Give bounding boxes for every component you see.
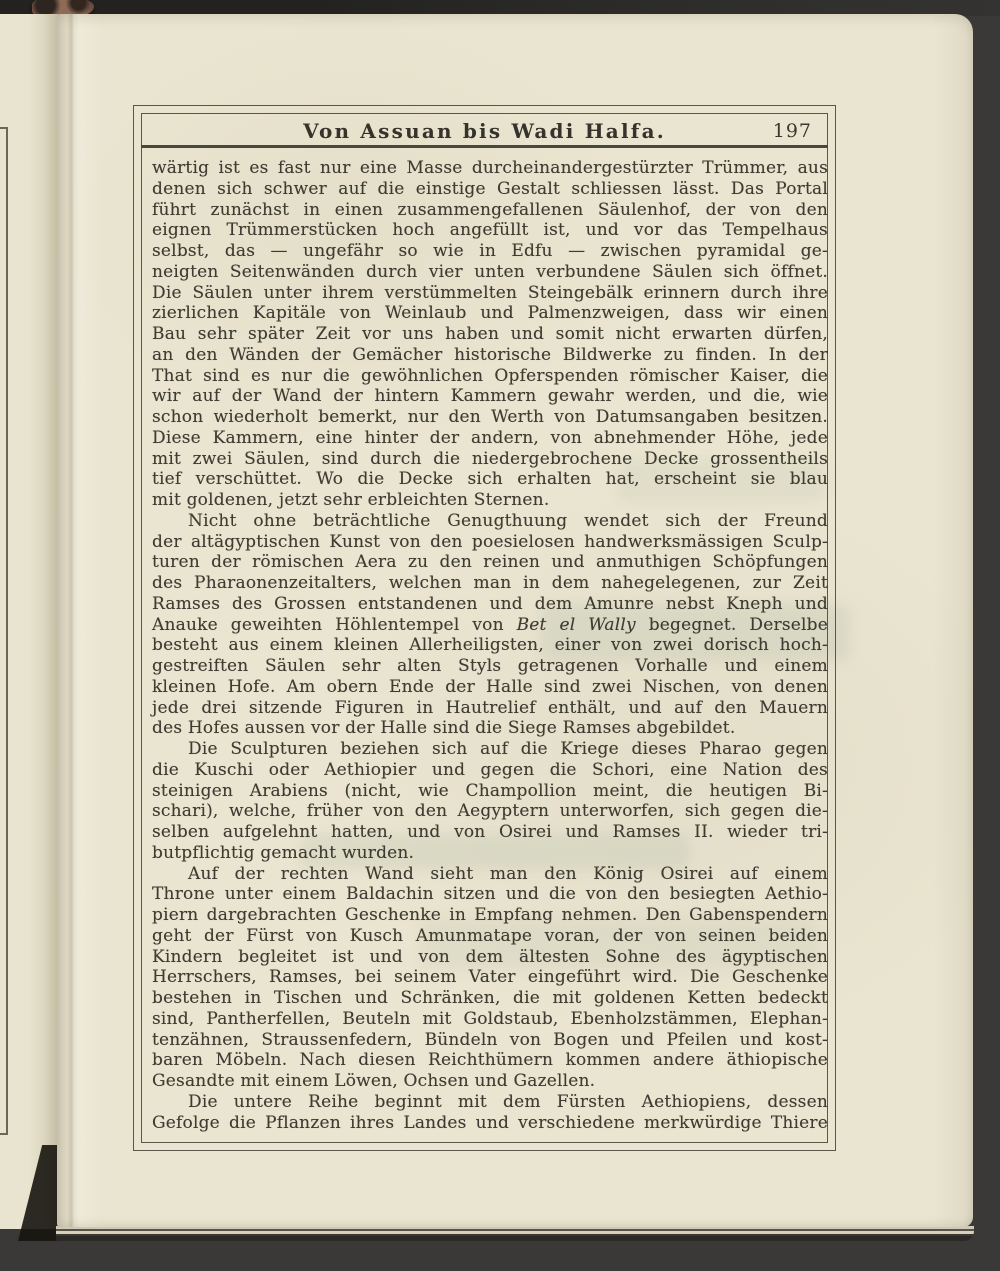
text-line: steinigen Arabiens (nicht, wie Champollion meint, die heutigen Bi-: [152, 780, 828, 801]
text-body: [152, 158, 828, 1133]
text-line: That sind es nur die gewöhnlichen Opferspenden römischer Kaiser, die: [152, 365, 828, 386]
facing-page-frame-line: [0, 127, 7, 129]
text-line: bestehen in Tischen und Schränken, die mit goldenen Ketten bedeckt: [152, 988, 828, 1008]
text-line: wir auf der Wand der hintern Kammern gewahr werden, und die, wie: [152, 386, 828, 407]
text-line: geht der Fürst von Kusch Amunmatape voran, der von seinen beiden: [152, 925, 828, 946]
text-line: Die Säulen unter ihrem verstümmelten Steingebälk erinnern durch ihre: [152, 282, 828, 303]
text-line: Throne unter einem Baldachin sitzen und die von den besiegten Aethio-: [152, 884, 828, 905]
facing-page-sliver: [0, 14, 58, 1229]
text-line: kleinen Hofe. Am obern Ende der Halle sind zwei Nischen, von denen: [152, 676, 828, 697]
text-line: Nicht ohne beträchtliche Genugthuung wendet sich der Freund: [188, 510, 828, 531]
text-line: des Hofes aussen vor der Halle sind die Siege Ramses abgebildet.: [152, 718, 736, 739]
book-page: [57, 14, 973, 1227]
text-line: Herrschers, Ramses, bei seinem Vater eingeführt wird. Die Geschenke: [152, 967, 828, 988]
text-line: selben aufgelehnt hatten, und von Osirei und Ramses II. wieder tri-: [152, 822, 828, 842]
text-line: Die untere Reihe beginnt mit dem Fürsten Aethiopiens, dessen: [188, 1091, 828, 1112]
text-line: jede drei sitzende Figuren in Hautrelief enthält, und auf den Mauern: [152, 697, 828, 718]
text-line: Die Sculpturen beziehen sich auf die Kriege dieses Pharao gegen: [188, 739, 828, 759]
text-line: sind, Pantherfellen, Beuteln mit Goldstaub, Ebenholzstämmen, Elephan-: [152, 1008, 828, 1029]
text-line: turen der römischen Aera zu den reinen und anmuthigen Schöpfungen: [152, 552, 828, 573]
text-line: tenzähnen, Straussenfedern, Bündeln von Bogen und Pfeilen und kost-: [152, 1029, 828, 1050]
facing-page-frame-line: [6, 127, 8, 1135]
text-line: selbst, das — ungefähr so wie in Edfu — zwischen pyramidal ge-: [152, 241, 828, 261]
text-line: denen sich schwer auf die einstige Gestalt schliessen lässt. Das Portal: [152, 178, 828, 199]
text-line: zierlichen Kapitäle von Weinlaub und Palmenzweigen, dass wir einen: [152, 303, 828, 324]
page-number: 197: [772, 120, 812, 142]
header-rule: [141, 145, 828, 148]
text-line: der altägyptischen Kunst von den poesielosen handwerksmässigen Sculp-: [152, 531, 828, 552]
text-line: besteht aus einem kleinen Allerheiligsten, einer von zwei dorisch hoch-: [152, 635, 828, 656]
page-stack-edges: [56, 1226, 974, 1241]
running-title: Von Assuan bis Wadi Halfa.: [303, 119, 666, 143]
text-line: schari), welche, früher von den Aegyptern unterworfen, sich gegen die-: [152, 801, 828, 822]
text-line: an den Wänden der Gemächer historische Bildwerke zu finden. In der: [152, 344, 828, 365]
text-line: Diese Kammern, eine hinter der andern, von abnehmender Höhe, jede: [152, 427, 828, 448]
text-line: Bau sehr später Zeit vor uns haben und somit nicht erwarten dürfen,: [152, 324, 828, 344]
facing-page-frame-line: [0, 1133, 7, 1135]
text-line: piern dargebrachten Geschenke in Empfang nehmen. Den Gabenspendern: [152, 905, 828, 925]
text-line: Gefolge die Pflanzen ihres Landes und verschiedene merkwürdige Thiere: [152, 1112, 828, 1133]
text-line: gestreiften Säulen sehr alten Styls getragenen Vorhalle und einem: [152, 656, 828, 676]
text-line: Gesandte mit einem Löwen, Ochsen und Gazellen.: [152, 1071, 596, 1091]
text-line: baren Möbeln. Nach diesen Reichthümern kommen andere äthiopische: [152, 1050, 828, 1071]
text-line: schon wiederholt bemerkt, nur den Werth von Datumsangaben besitzen.: [152, 407, 828, 427]
text-line: mit zwei Säulen, sind durch die niedergebrochene Decke grossentheils: [152, 448, 828, 469]
text-line: butpflichtig gemacht wurden.: [152, 842, 415, 863]
page-fold-crease: [67, 14, 75, 1227]
text-line: Anauke geweihten Höhlentempel von Bet el Wally begegnet. Derselbe: [152, 614, 828, 635]
text-line: des Pharaonenzeitalters, welchen man in dem nahegelegenen, zur Zeit: [152, 573, 828, 593]
text-line: tief verschüttet. Wo die Decke sich erhalten hat, erscheint sie blau: [152, 469, 828, 490]
text-line: Ramses des Grossen entstandenen und dem Amunre nebst Kneph und: [152, 593, 828, 614]
text-line: neigten Seitenwänden durch vier unten verbundene Säulen sich öffnet.: [152, 261, 828, 282]
text-line: führt zunächst in einen zusammengefallenen Säulenhof, der von den: [152, 199, 828, 220]
text-line: eignen Trümmerstücken hoch angefüllt ist, und vor das Tempelhaus: [152, 220, 828, 241]
text-line: wärtig ist es fast nur eine Masse durcheinandergestürzter Trümmer, aus: [152, 158, 828, 178]
text-line: Auf der rechten Wand sieht man den König Osirei auf einem: [188, 863, 828, 884]
text-line: mit goldenen, jetzt sehr erbleichten Sternen.: [152, 490, 550, 510]
text-line: Kindern begleitet ist und von dem ältesten Sohne des ägyptischen: [152, 946, 828, 967]
running-header: [141, 115, 828, 147]
italic-phrase: Bet el Wally: [516, 614, 636, 635]
text-line: die Kuschi oder Aethiopier und gegen die Schori, eine Nation des: [152, 759, 828, 780]
